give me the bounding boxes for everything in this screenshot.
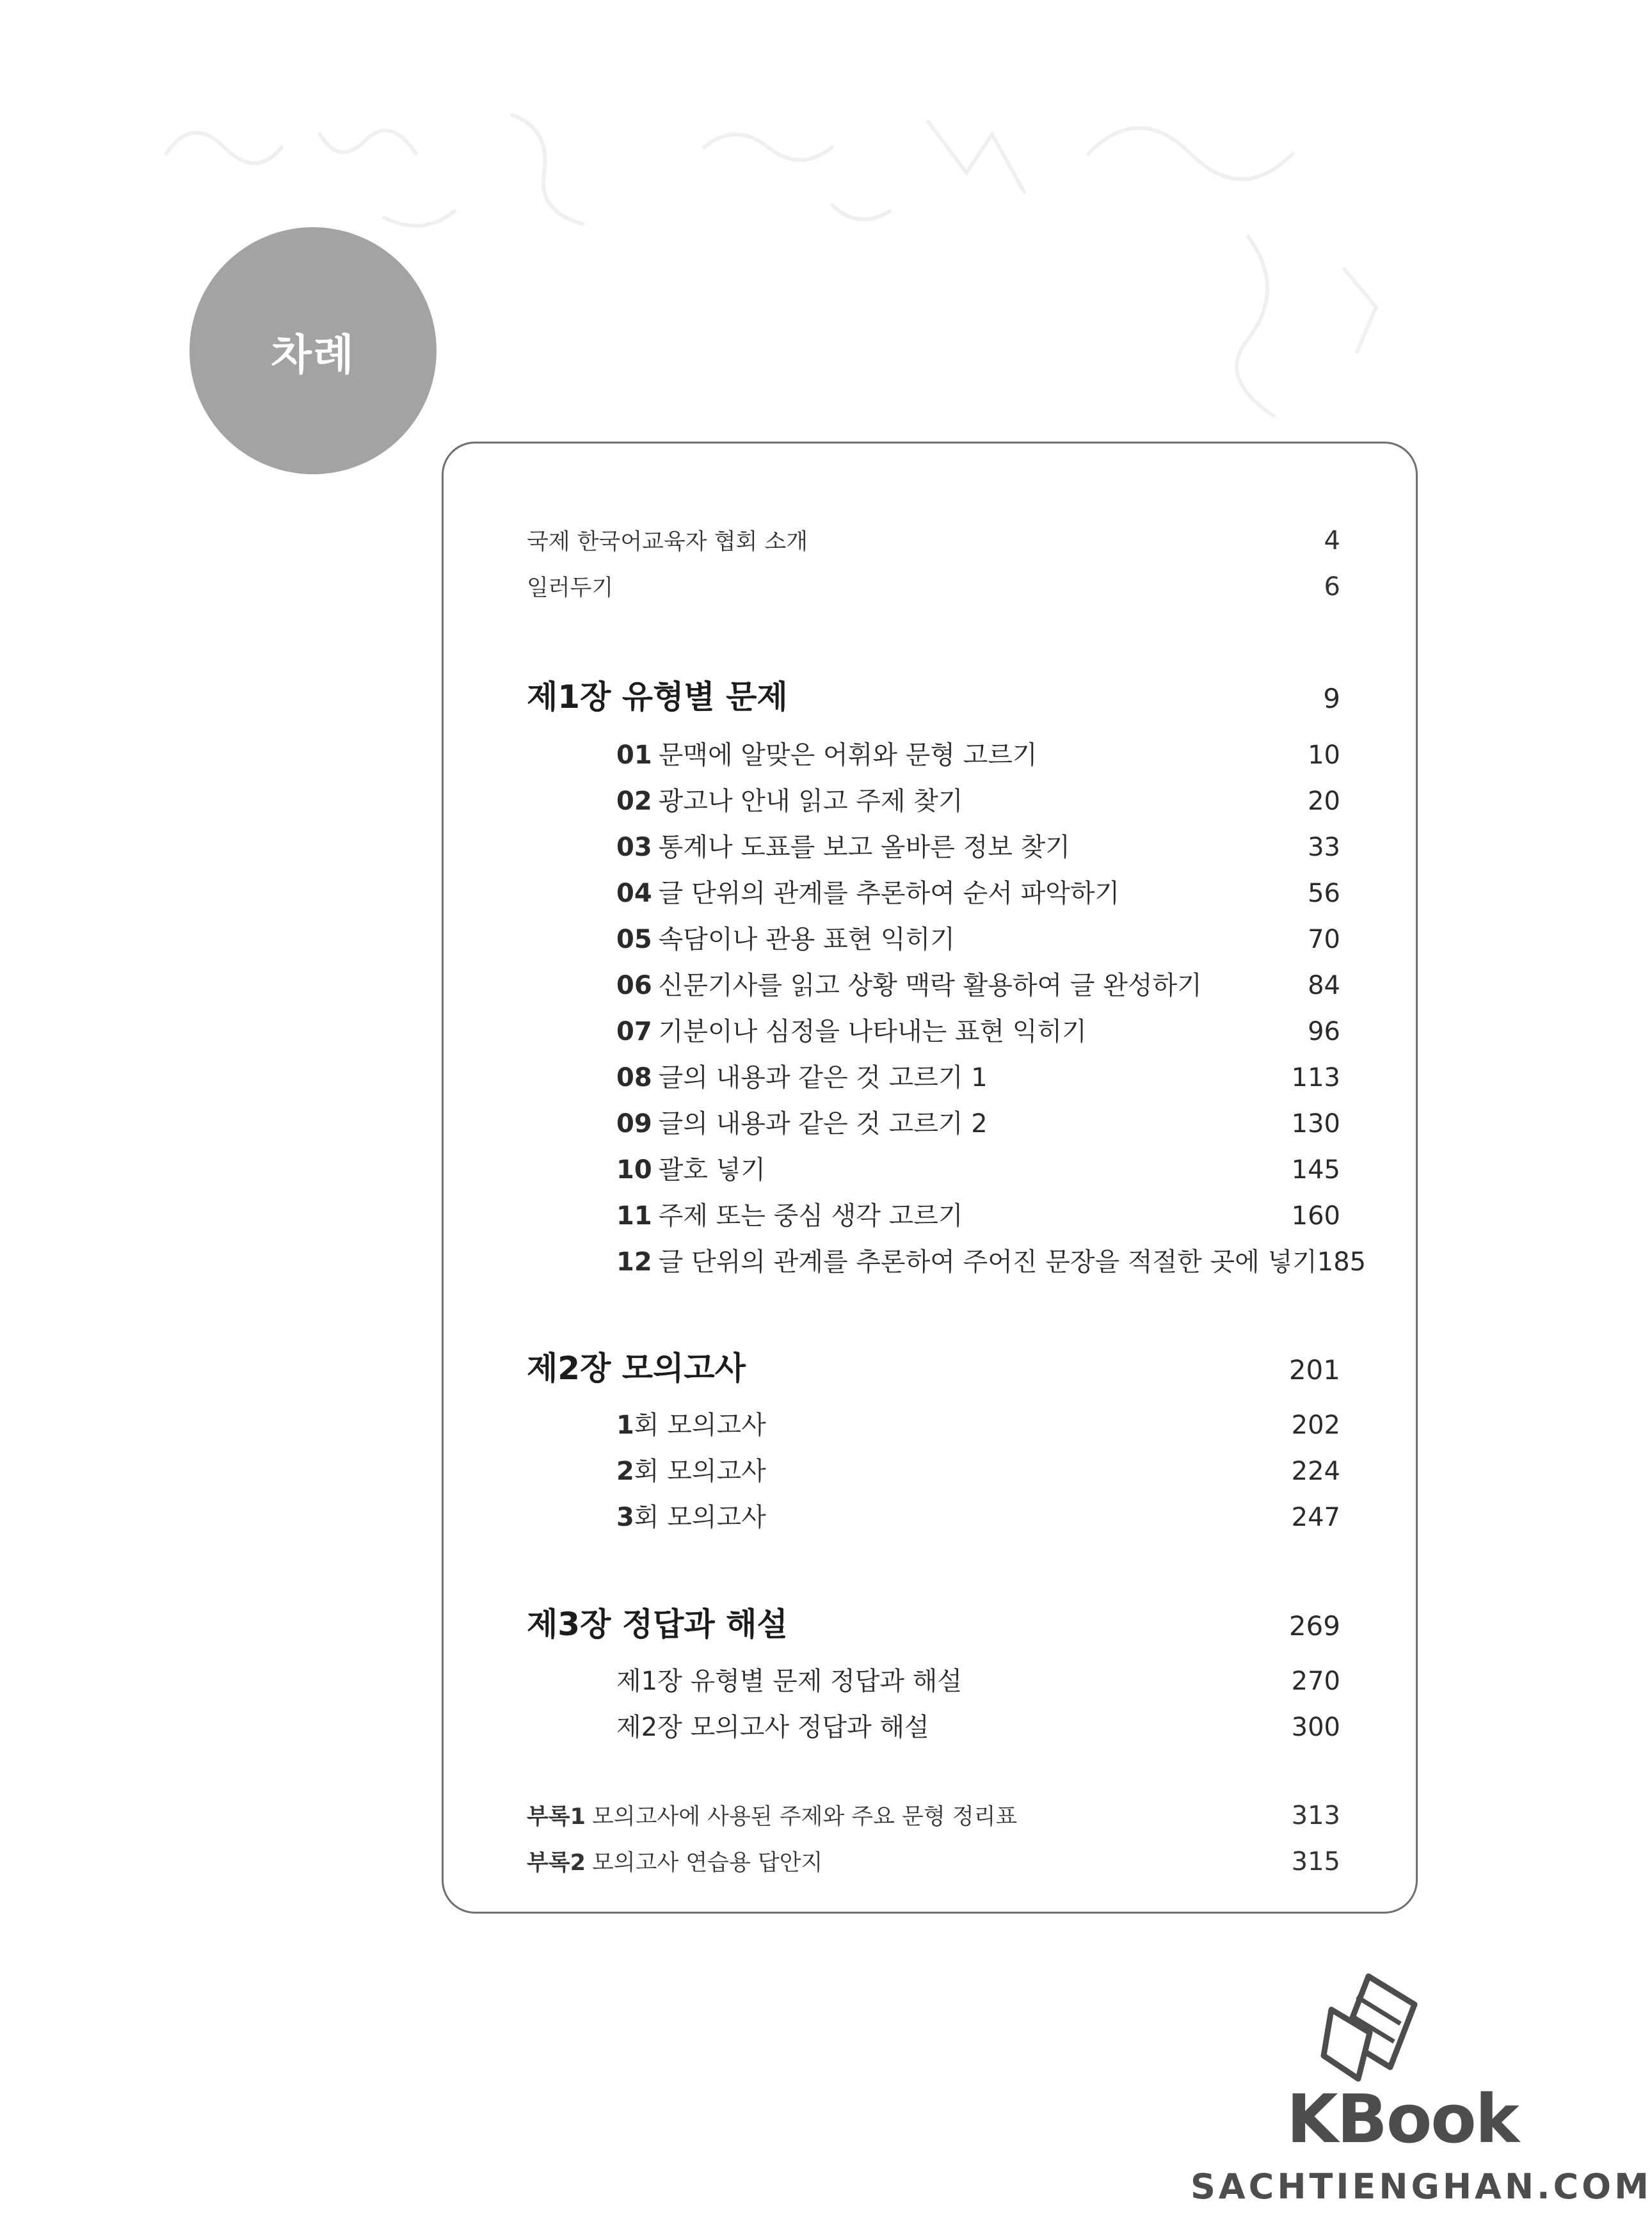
toc-entry[interactable] — [616, 1196, 1340, 1232]
entry-page: 70 — [1308, 925, 1340, 954]
entry-number: 11 — [616, 1201, 652, 1231]
entry-page: 33 — [1308, 833, 1340, 862]
toc-entry[interactable] — [616, 873, 1340, 909]
toc-entry[interactable] — [616, 781, 1340, 817]
entry-label: 글의 내용과 같은 것 고르기 1 — [658, 1063, 988, 1092]
toc-entry[interactable] — [616, 1011, 1340, 1048]
entry-label: 글 단위의 관계를 추론하여 순서 파악하기 — [658, 879, 1120, 908]
toc-entry[interactable] — [616, 1451, 1340, 1487]
entry-label: 신문기사를 읽고 상황 맥락 활용하여 글 완성하기 — [658, 971, 1202, 1000]
chapter-page: 201 — [1288, 1354, 1340, 1386]
toc-entry-page: 4 — [1324, 526, 1340, 556]
toc-entry-intro-1[interactable] — [527, 524, 1340, 556]
toc-entry[interactable] — [616, 919, 1340, 956]
chapter-title: 제2장 모의고사 — [527, 1350, 746, 1387]
entry-label: 글의 내용과 같은 것 고르기 2 — [658, 1109, 988, 1139]
entry-number: 06 — [616, 971, 652, 1000]
toc-entry[interactable] — [616, 827, 1340, 863]
entry-label: 회 모의고사 — [634, 1457, 766, 1486]
entry-number: 12 — [616, 1247, 652, 1277]
entry-page: 84 — [1308, 971, 1340, 1000]
kbook-logo — [1175, 1971, 1652, 2240]
entry-label: 통계나 도표를 보고 올바른 정보 찾기 — [658, 833, 1070, 862]
chapter-2-heading[interactable] — [527, 1343, 1340, 1389]
chapter-1-heading[interactable] — [527, 671, 1340, 717]
toc-entry[interactable] — [616, 1661, 1340, 1697]
entry-page: 10 — [1308, 740, 1340, 770]
entry-label: 기분이나 심정을 나타내는 표현 익히기 — [658, 1017, 1087, 1046]
entry-number: 05 — [616, 925, 652, 954]
entry-page: 20 — [1308, 787, 1340, 816]
chapter-title: 제3장 정답과 해설 — [527, 1606, 788, 1643]
entry-label: 회 모의고사 — [634, 1411, 766, 1440]
toc-badge — [189, 227, 437, 474]
toc-entry[interactable] — [616, 735, 1340, 771]
appendix-entry-1[interactable] — [527, 1799, 1340, 1831]
entry-number: 3 — [616, 1503, 634, 1532]
appendix-number: 부록2 — [527, 1850, 586, 1876]
toc-entry[interactable] — [616, 1103, 1340, 1140]
entry-page: 145 — [1291, 1155, 1340, 1185]
logo-wordmark: KBook — [1287, 2080, 1518, 2158]
entry-page: 224 — [1291, 1457, 1340, 1486]
appendix-entry-2[interactable] — [527, 1845, 1340, 1877]
appendix-page: 315 — [1291, 1847, 1340, 1876]
entry-page: 202 — [1291, 1411, 1340, 1440]
entry-page: 96 — [1308, 1017, 1340, 1046]
toc-title: 차례 — [271, 330, 355, 380]
entry-page: 247 — [1291, 1503, 1340, 1532]
appendix-label: 모의고사 연습용 답안지 — [591, 1850, 823, 1876]
entry-number: 02 — [616, 787, 652, 816]
toc-entry[interactable] — [616, 1497, 1340, 1533]
appendix-page: 313 — [1291, 1801, 1340, 1830]
entry-page: 270 — [1291, 1667, 1340, 1696]
chapter-title: 제1장 유형별 문제 — [527, 678, 788, 716]
entry-label: 괄호 넣기 — [658, 1155, 766, 1185]
toc-entry[interactable] — [616, 1405, 1340, 1441]
entry-page: 160 — [1291, 1201, 1340, 1231]
entry-number: 01 — [616, 740, 652, 770]
entry-number: 08 — [616, 1063, 652, 1092]
entry-number: 07 — [616, 1017, 652, 1046]
entry-number: 04 — [616, 879, 652, 908]
entry-number: 1 — [616, 1411, 634, 1440]
entry-label: 문맥에 알맞은 어휘와 문형 고르기 — [658, 740, 1038, 770]
entry-label: 주제 또는 중심 생각 고르기 — [658, 1201, 963, 1231]
toc-entry-label: 국제 한국어교육자 협회 소개 — [527, 529, 808, 555]
entry-page: 56 — [1308, 879, 1340, 908]
toc-entry[interactable] — [616, 965, 1340, 1002]
toc-entry[interactable] — [616, 1242, 1367, 1278]
entry-page: 185 — [1317, 1247, 1367, 1277]
toc-entry-intro-2[interactable] — [527, 570, 1340, 602]
toc-entry[interactable] — [616, 1707, 1340, 1743]
chapter-page: 269 — [1288, 1610, 1340, 1642]
entry-label: 속담이나 관용 표현 익히기 — [658, 925, 955, 954]
toc-entry[interactable] — [616, 1057, 1340, 1094]
entry-page: 130 — [1291, 1109, 1340, 1139]
entry-label: 제2장 모의고사 정답과 해설 — [616, 1713, 929, 1742]
appendix-number: 부록1 — [527, 1804, 586, 1830]
toc-panel — [442, 442, 1418, 1914]
entry-label: 회 모의고사 — [634, 1503, 766, 1532]
appendix-label: 모의고사에 사용된 주제와 주요 문형 정리표 — [591, 1804, 1018, 1830]
toc-entry-label: 일러두기 — [527, 575, 614, 601]
entry-label: 광고나 안내 읽고 주제 찾기 — [658, 787, 963, 816]
toc-entry[interactable] — [616, 1149, 1340, 1186]
entry-number: 03 — [616, 833, 652, 862]
chapter-3-heading[interactable] — [527, 1599, 1340, 1645]
chapter-page: 9 — [1323, 683, 1340, 714]
entry-number: 2 — [616, 1457, 634, 1486]
entry-label: 글 단위의 관계를 추론하여 주어진 문장을 적절한 곳에 넣기 — [658, 1247, 1317, 1277]
toc-entry-page: 6 — [1324, 572, 1340, 602]
entry-label: 제1장 유형별 문제 정답과 해설 — [616, 1667, 962, 1696]
entry-page: 113 — [1291, 1063, 1340, 1092]
entry-page: 300 — [1291, 1713, 1340, 1742]
entry-number: 10 — [616, 1155, 652, 1185]
logo-website: SACHTIENGHAN.COM — [1191, 2166, 1652, 2207]
entry-number: 09 — [616, 1109, 652, 1139]
book-logo-icon — [1319, 1971, 1421, 2083]
